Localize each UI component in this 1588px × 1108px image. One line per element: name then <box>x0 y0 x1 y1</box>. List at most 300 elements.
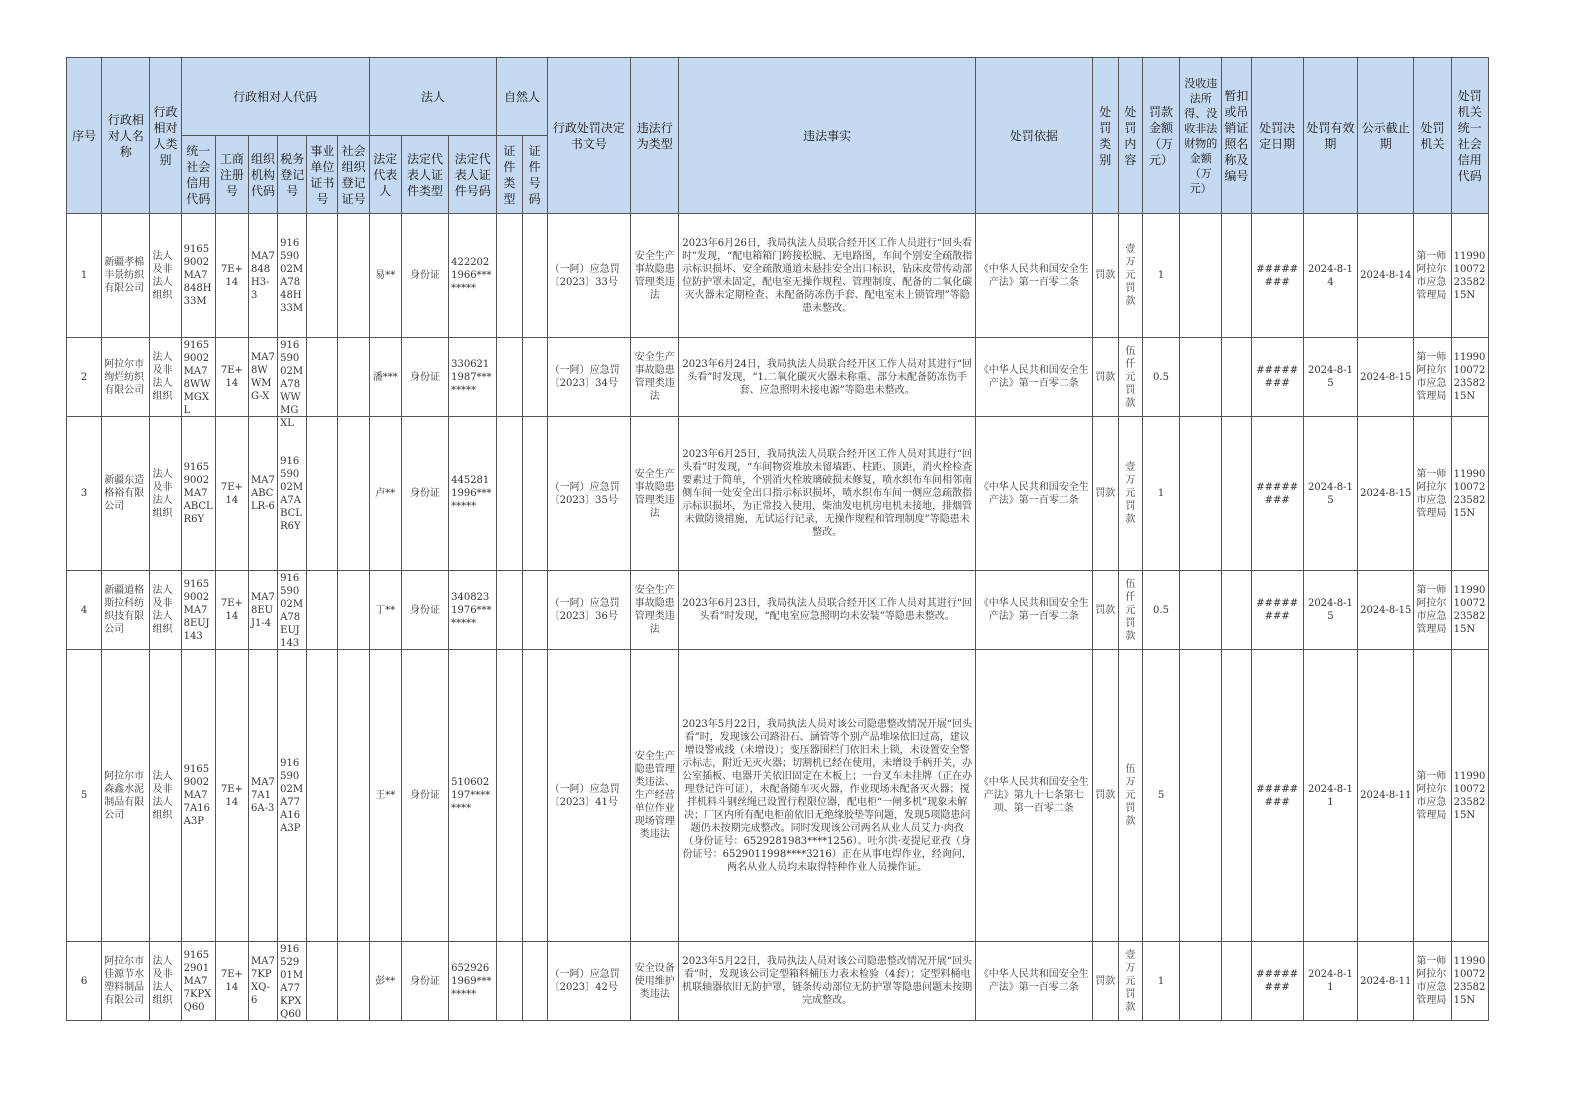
cell-category <box>150 942 181 1021</box>
cell-social-org <box>338 417 369 571</box>
cell-inst-cert <box>307 650 338 942</box>
cell-basis <box>976 417 1093 571</box>
violation-type-text: 安全生产事故隐患管理类违法 <box>634 585 675 635</box>
penalty-type-text: 罚款 <box>1095 604 1116 616</box>
cell-seq <box>67 417 102 571</box>
category-text: 法人及非法人组织 <box>152 770 173 821</box>
cell-legal-id-type <box>401 942 448 1021</box>
cell-name <box>102 338 150 417</box>
decision-no-text: （一阿）应急罚〔2023〕42号 <box>549 969 620 993</box>
cell-penalty-content <box>1118 942 1142 1021</box>
cell-nat-id-no <box>522 650 547 942</box>
cell-category <box>150 417 181 571</box>
cell-decision-date <box>1251 338 1303 417</box>
legal-id-no-text: 4222021966******** <box>451 257 492 294</box>
header-legal-rep: 法定代表人 <box>369 136 401 214</box>
cell-name <box>102 214 150 338</box>
cell-basis <box>976 942 1093 1021</box>
cell-fine <box>1142 650 1179 942</box>
header-nat-id-no: 证件号码 <box>522 136 547 214</box>
table-row <box>67 650 1489 942</box>
basis-text: 《中华人民共和国安全生产法》第一百零二条 <box>978 481 1089 506</box>
header-org-code: 组织机构代码 <box>248 136 277 214</box>
tax-reg-text: 91659002MA77A16A3P <box>280 757 304 834</box>
cell-legal-rep <box>369 942 401 1021</box>
cell-confiscation <box>1180 338 1222 417</box>
header-legal-group: 法人 <box>369 58 497 136</box>
fine-text: 1 <box>1157 975 1165 987</box>
cell-valid-until <box>1303 417 1357 571</box>
cell-authority-code <box>1451 650 1488 942</box>
cell-decision-date <box>1251 417 1303 571</box>
header-natural-group: 自然人 <box>497 58 547 136</box>
cell-violation-type <box>631 571 679 650</box>
cell-nat-id-type <box>497 942 522 1021</box>
cell-seq <box>67 942 102 1021</box>
basis-text: 《中华人民共和国安全生产法》第九十七条第七项、第一百零二条 <box>978 777 1089 814</box>
table-row <box>67 417 1489 571</box>
category-text: 法人及非法人组织 <box>152 956 173 1006</box>
penalty-table <box>66 57 1489 1021</box>
cell-authority <box>1414 338 1451 417</box>
header-authority-code: 处罚机关统一社会信用代码 <box>1451 58 1488 214</box>
cell-violation-type <box>631 650 679 942</box>
name-text: 新疆东造格裕有限公司 <box>104 475 145 512</box>
violation-type-text: 安全生产事故隐患管理类违法 <box>634 468 675 519</box>
org-code-text: MA7ABCLR-6 <box>250 475 275 512</box>
name-text: 阿拉尔市森鑫水泥制品有限公司 <box>104 770 145 821</box>
publish-until-text: 2024-8-14 <box>1360 270 1412 281</box>
header-legal-id-type: 法定代表人证件类型 <box>401 136 448 214</box>
authority-text: 第一师阿拉尔市应急管理局 <box>1416 352 1447 402</box>
legal-rep-text: 卢** <box>375 488 396 499</box>
cell-inst-cert <box>307 338 338 417</box>
cell-org-code <box>248 417 277 571</box>
cell-license <box>1222 338 1251 417</box>
header-license: 暂扣或吊销证照名称及编号 <box>1222 58 1251 214</box>
penalty-content-text: 伍仟元罚款 <box>1125 578 1136 642</box>
cell-biz-reg <box>215 417 248 571</box>
cell-legal-id-type <box>401 417 448 571</box>
decision-date-text: ######## <box>1256 263 1299 288</box>
legal-id-no-text: 3408231976******** <box>451 591 492 629</box>
facts-text: 2023年6月23日，我局执法人员联合经开区工作人员对其进行“回头看”时发现，“配电室应急照明均未安装”等隐患未整改。 <box>682 598 972 622</box>
cell-decision-no <box>547 417 630 571</box>
table-row <box>67 214 1489 338</box>
cell-fine <box>1142 214 1179 338</box>
header-legal-id-no: 法定代表人证件号码 <box>449 136 497 214</box>
name-text: 新疆道格斯拉科纺织技有限公司 <box>104 585 145 635</box>
cell-decision-no <box>547 571 630 650</box>
decision-no-text: （一阿）应急罚〔2023〕34号 <box>549 365 620 389</box>
facts-text: 2023年6月26日，我局执法人员联合经开区工作人员进行“回头看时”发现，“配电箱箱门跨接松脱、无电路图，车间个别安全疏散指示标识损坏、安全疏散通道未悬挂安全出口标识，钻床皮带传动部位防护罩未固定，配电室无操作规程、管理制度、配备的二氧化碳灭火器未定期检查、未配备防冻伤手套、配电室未上锁管理”等隐患未整改。 <box>682 237 973 314</box>
publish-until-text: 2024-8-15 <box>1360 371 1412 383</box>
valid-until-text: 2024-8-11 <box>1307 969 1353 993</box>
cell-decision-no <box>547 650 630 942</box>
cell-org-code <box>248 214 277 338</box>
cell-basis <box>976 571 1093 650</box>
cell-decision-date <box>1251 650 1303 942</box>
legal-rep-text: 潘*** <box>372 371 398 383</box>
penalty-content-text: 壹万元罚款 <box>1125 462 1136 525</box>
name-text: 阿拉尔市佳源节水塑料制品有限公司 <box>104 956 145 1006</box>
header-seq: 序号 <box>67 58 102 214</box>
cell-license <box>1222 650 1251 942</box>
header-nat-id-type: 证件类型 <box>497 136 522 214</box>
valid-until-text: 2024-8-15 <box>1307 598 1353 622</box>
publish-until-text: 2024-8-11 <box>1360 790 1412 801</box>
org-code-text: MA78EUJ1-4 <box>250 591 275 629</box>
cell-fine <box>1142 571 1179 650</box>
cell-category <box>150 214 181 338</box>
cell-nat-id-no <box>522 417 547 571</box>
decision-no-text: （一阿）应急罚〔2023〕35号 <box>549 481 620 506</box>
penalty-type-text: 罚款 <box>1095 371 1116 383</box>
cell-biz-reg <box>215 650 248 942</box>
cell-legal-id-no <box>449 417 497 571</box>
cell-legal-id-no <box>449 338 497 417</box>
legal-id-no-text: 510602197******** <box>451 777 491 814</box>
cell-violation-type <box>631 417 679 571</box>
cell-facts <box>679 942 976 1021</box>
header-social-org: 社会组织登记证号 <box>338 136 369 214</box>
cell-biz-reg <box>215 214 248 338</box>
cell-seq <box>67 650 102 942</box>
penalty-content-text: 伍万元罚款 <box>1125 764 1136 827</box>
header-valid-until: 处罚有效期 <box>1303 58 1357 214</box>
header-fine: 罚款金额（万元） <box>1142 58 1179 214</box>
cell-name <box>102 571 150 650</box>
authority-text: 第一师阿拉尔市应急管理局 <box>1416 468 1447 519</box>
tax-reg-text: 91652901MA77KPXQ60 <box>280 943 304 1020</box>
table-row <box>67 338 1489 417</box>
cell-nat-id-type <box>497 338 522 417</box>
cell-inst-cert <box>307 214 338 338</box>
cell-authority <box>1414 650 1451 942</box>
header-uscc: 统一社会信用代码 <box>181 136 215 214</box>
cell-tax-reg <box>278 338 307 429</box>
violation-type-text: 安全生产事故隐患管理类违法 <box>634 250 675 301</box>
cell-legal-id-no <box>449 214 497 338</box>
tax-reg-text: 91659002MA7ABCLR6Y <box>280 455 304 532</box>
cell-penalty-type <box>1092 571 1118 650</box>
uscc-text: 91659002MA78WWMGXL <box>183 339 211 416</box>
fine-text: 5 <box>1157 790 1165 801</box>
cell-authority-code <box>1451 338 1488 417</box>
cell-category <box>150 571 181 650</box>
publish-until-text: 2024-8-15 <box>1360 488 1412 499</box>
cell-nat-id-no <box>522 338 547 417</box>
header-biz-reg: 工商注册号 <box>215 136 248 214</box>
org-code-text: MA78WWMG-X <box>250 352 275 402</box>
cell-biz-reg <box>215 942 248 1021</box>
cell-inst-cert <box>307 942 338 1021</box>
legal-rep-text: 王** <box>375 790 396 801</box>
cell-penalty-content <box>1118 338 1142 417</box>
org-code-text: MA7848H3-3 <box>250 250 275 301</box>
cell-name <box>102 942 150 1021</box>
cell-penalty-type <box>1092 417 1118 571</box>
org-code-text: MA77A16A-3 <box>250 777 275 814</box>
legal-id-type-text: 身份证 <box>409 975 440 987</box>
publish-until-text: 2024-8-15 <box>1360 604 1412 616</box>
uscc-text: 91652901MA77KPXQ60 <box>183 949 212 1013</box>
legal-rep-text: 彭** <box>375 975 396 987</box>
cell-authority <box>1414 942 1451 1021</box>
header-facts: 违法事实 <box>679 58 976 214</box>
cell-decision-no <box>547 338 630 417</box>
cell-uscc <box>181 942 215 1021</box>
legal-rep-text: 丁** <box>375 604 396 616</box>
cell-uscc <box>181 417 215 571</box>
cell-decision-date <box>1251 942 1303 1021</box>
violation-type-text: 安全设备使用维护类违法 <box>634 962 675 1000</box>
header-decision-date: 处罚决定日期 <box>1251 58 1303 214</box>
table-row <box>67 942 1489 1021</box>
cell-authority-code <box>1451 571 1488 650</box>
seq-text: 4 <box>80 604 88 616</box>
cell-penalty-type <box>1092 338 1118 417</box>
authority-code-text: 11990100722358215N <box>1453 468 1486 519</box>
cell-basis <box>976 214 1093 338</box>
penalty-type-text: 罚款 <box>1095 270 1116 281</box>
category-text: 法人及非法人组织 <box>152 585 173 635</box>
seq-text: 1 <box>80 270 88 281</box>
cell-publish-until <box>1358 417 1414 571</box>
biz-reg-text: 7E+14 <box>220 598 243 622</box>
cell-seq <box>67 214 102 338</box>
authority-text: 第一师阿拉尔市应急管理局 <box>1416 585 1447 635</box>
biz-reg-text: 7E+14 <box>220 365 243 389</box>
cell-facts <box>679 417 976 571</box>
basis-text: 《中华人民共和国安全生产法》第一百零二条 <box>978 598 1089 622</box>
cell-legal-id-no <box>449 942 497 1021</box>
cell-valid-until <box>1303 942 1357 1021</box>
fine-text: 0.5 <box>1153 604 1169 616</box>
cell-category <box>150 650 181 942</box>
cell-authority-code <box>1451 942 1488 1021</box>
seq-text: 6 <box>80 975 88 987</box>
basis-text: 《中华人民共和国安全生产法》第一百零二条 <box>978 365 1089 389</box>
violation-type-text: 安全生产隐患管理类违法、生产经营单位作业现场管理类违法 <box>634 751 675 840</box>
cell-license <box>1222 942 1251 1021</box>
cell-valid-until <box>1303 650 1357 942</box>
valid-until-text: 2024-8-15 <box>1307 365 1353 389</box>
decision-no-text: （一阿）应急罚〔2023〕36号 <box>549 598 620 622</box>
cell-uscc <box>181 214 215 338</box>
cell-fine <box>1142 338 1179 417</box>
category-text: 法人及非法人组织 <box>152 352 173 402</box>
cell-biz-reg <box>215 338 248 417</box>
cell-authority-code <box>1451 417 1488 571</box>
cell-decision-date <box>1251 214 1303 338</box>
tax-reg-text: 91659002MA78EUJ143 <box>280 572 304 649</box>
cell-nat-id-type <box>497 417 522 571</box>
penalty-type-text: 罚款 <box>1095 790 1116 801</box>
penalty-content-text: 伍仟元罚款 <box>1125 345 1136 409</box>
header-violation-type: 违法行为类型 <box>631 58 679 214</box>
table-body <box>67 214 1489 1021</box>
cell-uscc <box>181 650 215 942</box>
cell-authority <box>1414 571 1451 650</box>
cell-name <box>102 417 150 571</box>
cell-nat-id-no <box>522 571 547 650</box>
cell-legal-id-type <box>401 338 448 417</box>
cell-penalty-type <box>1092 942 1118 1021</box>
valid-until-text: 2024-8-14 <box>1307 263 1353 288</box>
basis-text: 《中华人民共和国安全生产法》第一百零二条 <box>978 263 1089 288</box>
cell-legal-rep <box>369 417 401 571</box>
cell-tax-reg <box>278 214 307 338</box>
authority-text: 第一师阿拉尔市应急管理局 <box>1416 770 1447 821</box>
cell-fine <box>1142 942 1179 1021</box>
org-code-text: MA77KPXQ-6 <box>250 956 275 1006</box>
cell-category <box>150 338 181 417</box>
biz-reg-text: 7E+14 <box>220 263 243 288</box>
penalty-content-text: 壹万元罚款 <box>1125 949 1136 1013</box>
cell-social-org <box>338 338 369 417</box>
header-tax-reg: 税务登记号 <box>278 136 307 214</box>
penalty-type-text: 罚款 <box>1095 975 1116 987</box>
cell-uscc <box>181 571 215 650</box>
cell-social-org <box>338 214 369 338</box>
cell-social-org <box>338 650 369 942</box>
biz-reg-text: 7E+14 <box>220 481 243 506</box>
authority-text: 第一师阿拉尔市应急管理局 <box>1416 956 1447 1006</box>
cell-penalty-content <box>1118 650 1142 942</box>
cell-valid-until <box>1303 214 1357 338</box>
biz-reg-text: 7E+14 <box>220 783 243 808</box>
cell-legal-rep <box>369 338 401 417</box>
cell-nat-id-no <box>522 214 547 338</box>
cell-confiscation <box>1180 417 1222 571</box>
cell-decision-no <box>547 214 630 338</box>
tax-reg-text: 91659002MA78WWMGXL <box>280 339 304 429</box>
authority-code-text: 11990100722358215N <box>1453 956 1486 1006</box>
violation-type-text: 安全生产事故隐患管理类违法 <box>634 352 675 402</box>
fine-text: 1 <box>1157 488 1165 499</box>
cell-penalty-type <box>1092 214 1118 338</box>
authority-code-text: 11990100722358215N <box>1453 585 1486 635</box>
header-confiscation: 没收违法所得、没收非法财物的金额（万元） <box>1180 58 1222 214</box>
cell-facts <box>679 571 976 650</box>
legal-id-no-text: 3306211987******** <box>451 358 492 396</box>
cell-publish-until <box>1358 650 1414 942</box>
header-name: 行政相对人名称 <box>102 58 150 214</box>
seq-text: 3 <box>80 488 88 499</box>
penalty-type-text: 罚款 <box>1095 488 1116 499</box>
cell-penalty-content <box>1118 417 1142 571</box>
cell-penalty-content <box>1118 214 1142 338</box>
cell-nat-id-type <box>497 571 522 650</box>
cell-tax-reg <box>278 417 307 571</box>
decision-date-text: ######## <box>1256 969 1299 993</box>
cell-inst-cert <box>307 571 338 650</box>
cell-decision-date <box>1251 571 1303 650</box>
facts-text: 2023年6月24日，我局执法人员联合经开区工作人员对其进行“回头看”时发现，“1.二氧化碳灭火器未称重、部分未配备防冻伤手套、应急照明未接电源”等隐患未整改。 <box>682 358 972 396</box>
valid-until-text: 2024-8-11 <box>1307 783 1353 808</box>
facts-text: 2023年5月22日，我局执法人员对该公司隐患整改情况开展“回头看”时，发现该公司路沿石、涵管等个别产品堆垛依旧过高，建议增设警戒线（未增设）；变压器围栏门依旧未上锁，未设置安全警示标志，附近无灭火器；切割机已经在使用，未增设手柄开关，办公室插板、电器开关依旧固定在木板上；一台叉车未挂牌（正在办理登记许可证），未配备随车灭火器，作业现场未配备灭火器；搅拌机料斗钢丝绳已设置行程限位器，配电柜“一闸多机”现象未解决；厂区内所有配电柜前依旧无绝缘胶垫等问题，发现5项隐患问题仍未按期完成整改。同时发现该公司两名从业人员艾力·肉孜（身份证号：6529281983****1256）、吐尔洪·麦提尼亚孜（身份证号：6529011998****3216）正在从事电焊作业，经询问，两名从业人员均未取得特种作业人员操作证。 <box>682 718 973 873</box>
cell-biz-reg <box>215 571 248 650</box>
header-basis: 处罚依据 <box>976 58 1093 214</box>
decision-no-text: （一阿）应急罚〔2023〕41号 <box>549 783 620 808</box>
decision-date-text: ######## <box>1256 481 1299 506</box>
seq-text: 5 <box>80 790 88 801</box>
legal-rep-text: 易** <box>375 270 396 281</box>
cell-valid-until <box>1303 338 1357 417</box>
cell-legal-id-type <box>401 650 448 942</box>
cell-basis <box>976 338 1093 417</box>
cell-legal-rep <box>369 214 401 338</box>
authority-code-text: 11990100722358215N <box>1453 770 1486 821</box>
cell-social-org <box>338 571 369 650</box>
fine-text: 0.5 <box>1153 371 1169 383</box>
decision-date-text: ######## <box>1256 365 1299 389</box>
header-decision-no: 行政处罚决定书文号 <box>547 58 630 214</box>
cell-org-code <box>248 650 277 942</box>
cell-legal-rep <box>369 571 401 650</box>
basis-text: 《中华人民共和国安全生产法》第一百零二条 <box>978 969 1089 993</box>
cell-authority <box>1414 417 1451 571</box>
tax-reg-text: 91659002MA7848H33M <box>280 237 304 314</box>
cell-penalty-type <box>1092 650 1118 942</box>
cell-tax-reg <box>278 942 307 1021</box>
decision-date-text: ######## <box>1256 783 1299 808</box>
cell-license <box>1222 417 1251 571</box>
uscc-text: 91659002MA78EUJ143 <box>183 578 210 642</box>
cell-nat-id-no <box>522 942 547 1021</box>
legal-id-type-text: 身份证 <box>409 371 440 383</box>
cell-seq <box>67 338 102 417</box>
decision-no-text: （一阿）应急罚〔2023〕33号 <box>549 263 620 288</box>
name-text: 阿拉尔市绚烂纺织有限公司 <box>104 358 145 396</box>
header-inst-cert: 事业单位证书号 <box>307 136 338 214</box>
cell-confiscation <box>1180 942 1222 1021</box>
header-publish-until: 公示截止期 <box>1358 58 1414 214</box>
cell-confiscation <box>1180 650 1222 942</box>
name-text: 新疆孝棉丰景纺织有限公司 <box>104 257 145 294</box>
cell-publish-until <box>1358 338 1414 417</box>
legal-id-no-text: 6529261969******** <box>451 962 492 1000</box>
cell-valid-until <box>1303 571 1357 650</box>
fine-text: 1 <box>1157 270 1165 281</box>
publish-until-text: 2024-8-11 <box>1360 975 1412 987</box>
cell-authority <box>1414 214 1451 338</box>
cell-legal-rep <box>369 650 401 942</box>
uscc-text: 91659002MA7848H33M <box>183 244 212 307</box>
cell-publish-until <box>1358 942 1414 1021</box>
cell-uscc <box>181 338 215 417</box>
cell-social-org <box>338 942 369 1021</box>
uscc-text: 91659002MA77A16A3P <box>183 764 210 827</box>
facts-text: 2023年5月22日，我局执法人员对该公司隐患整改情况开展“回头看”时，发现该公司定型箱料桶压力表未检验（4套）；定型料桶电机联轴器依旧无防护罩，链条传动部位无防护罩等隐患问题未按期完成整改。 <box>682 956 973 1006</box>
cell-license <box>1222 214 1251 338</box>
authority-code-text: 11990100722358215N <box>1453 250 1486 301</box>
cell-penalty-content <box>1118 571 1142 650</box>
cell-name <box>102 650 150 942</box>
cell-fine <box>1142 417 1179 571</box>
legal-id-no-text: 4452811996******** <box>451 475 492 512</box>
penalty-content-text: 壹万元罚款 <box>1125 244 1136 307</box>
seq-text: 2 <box>80 371 88 383</box>
cell-legal-id-type <box>401 214 448 338</box>
cell-facts <box>679 338 976 417</box>
cell-violation-type <box>631 214 679 338</box>
cell-nat-id-type <box>497 214 522 338</box>
authority-text: 第一师阿拉尔市应急管理局 <box>1416 250 1447 301</box>
header-category: 行政相对人类别 <box>150 58 181 214</box>
cell-tax-reg <box>278 650 307 942</box>
